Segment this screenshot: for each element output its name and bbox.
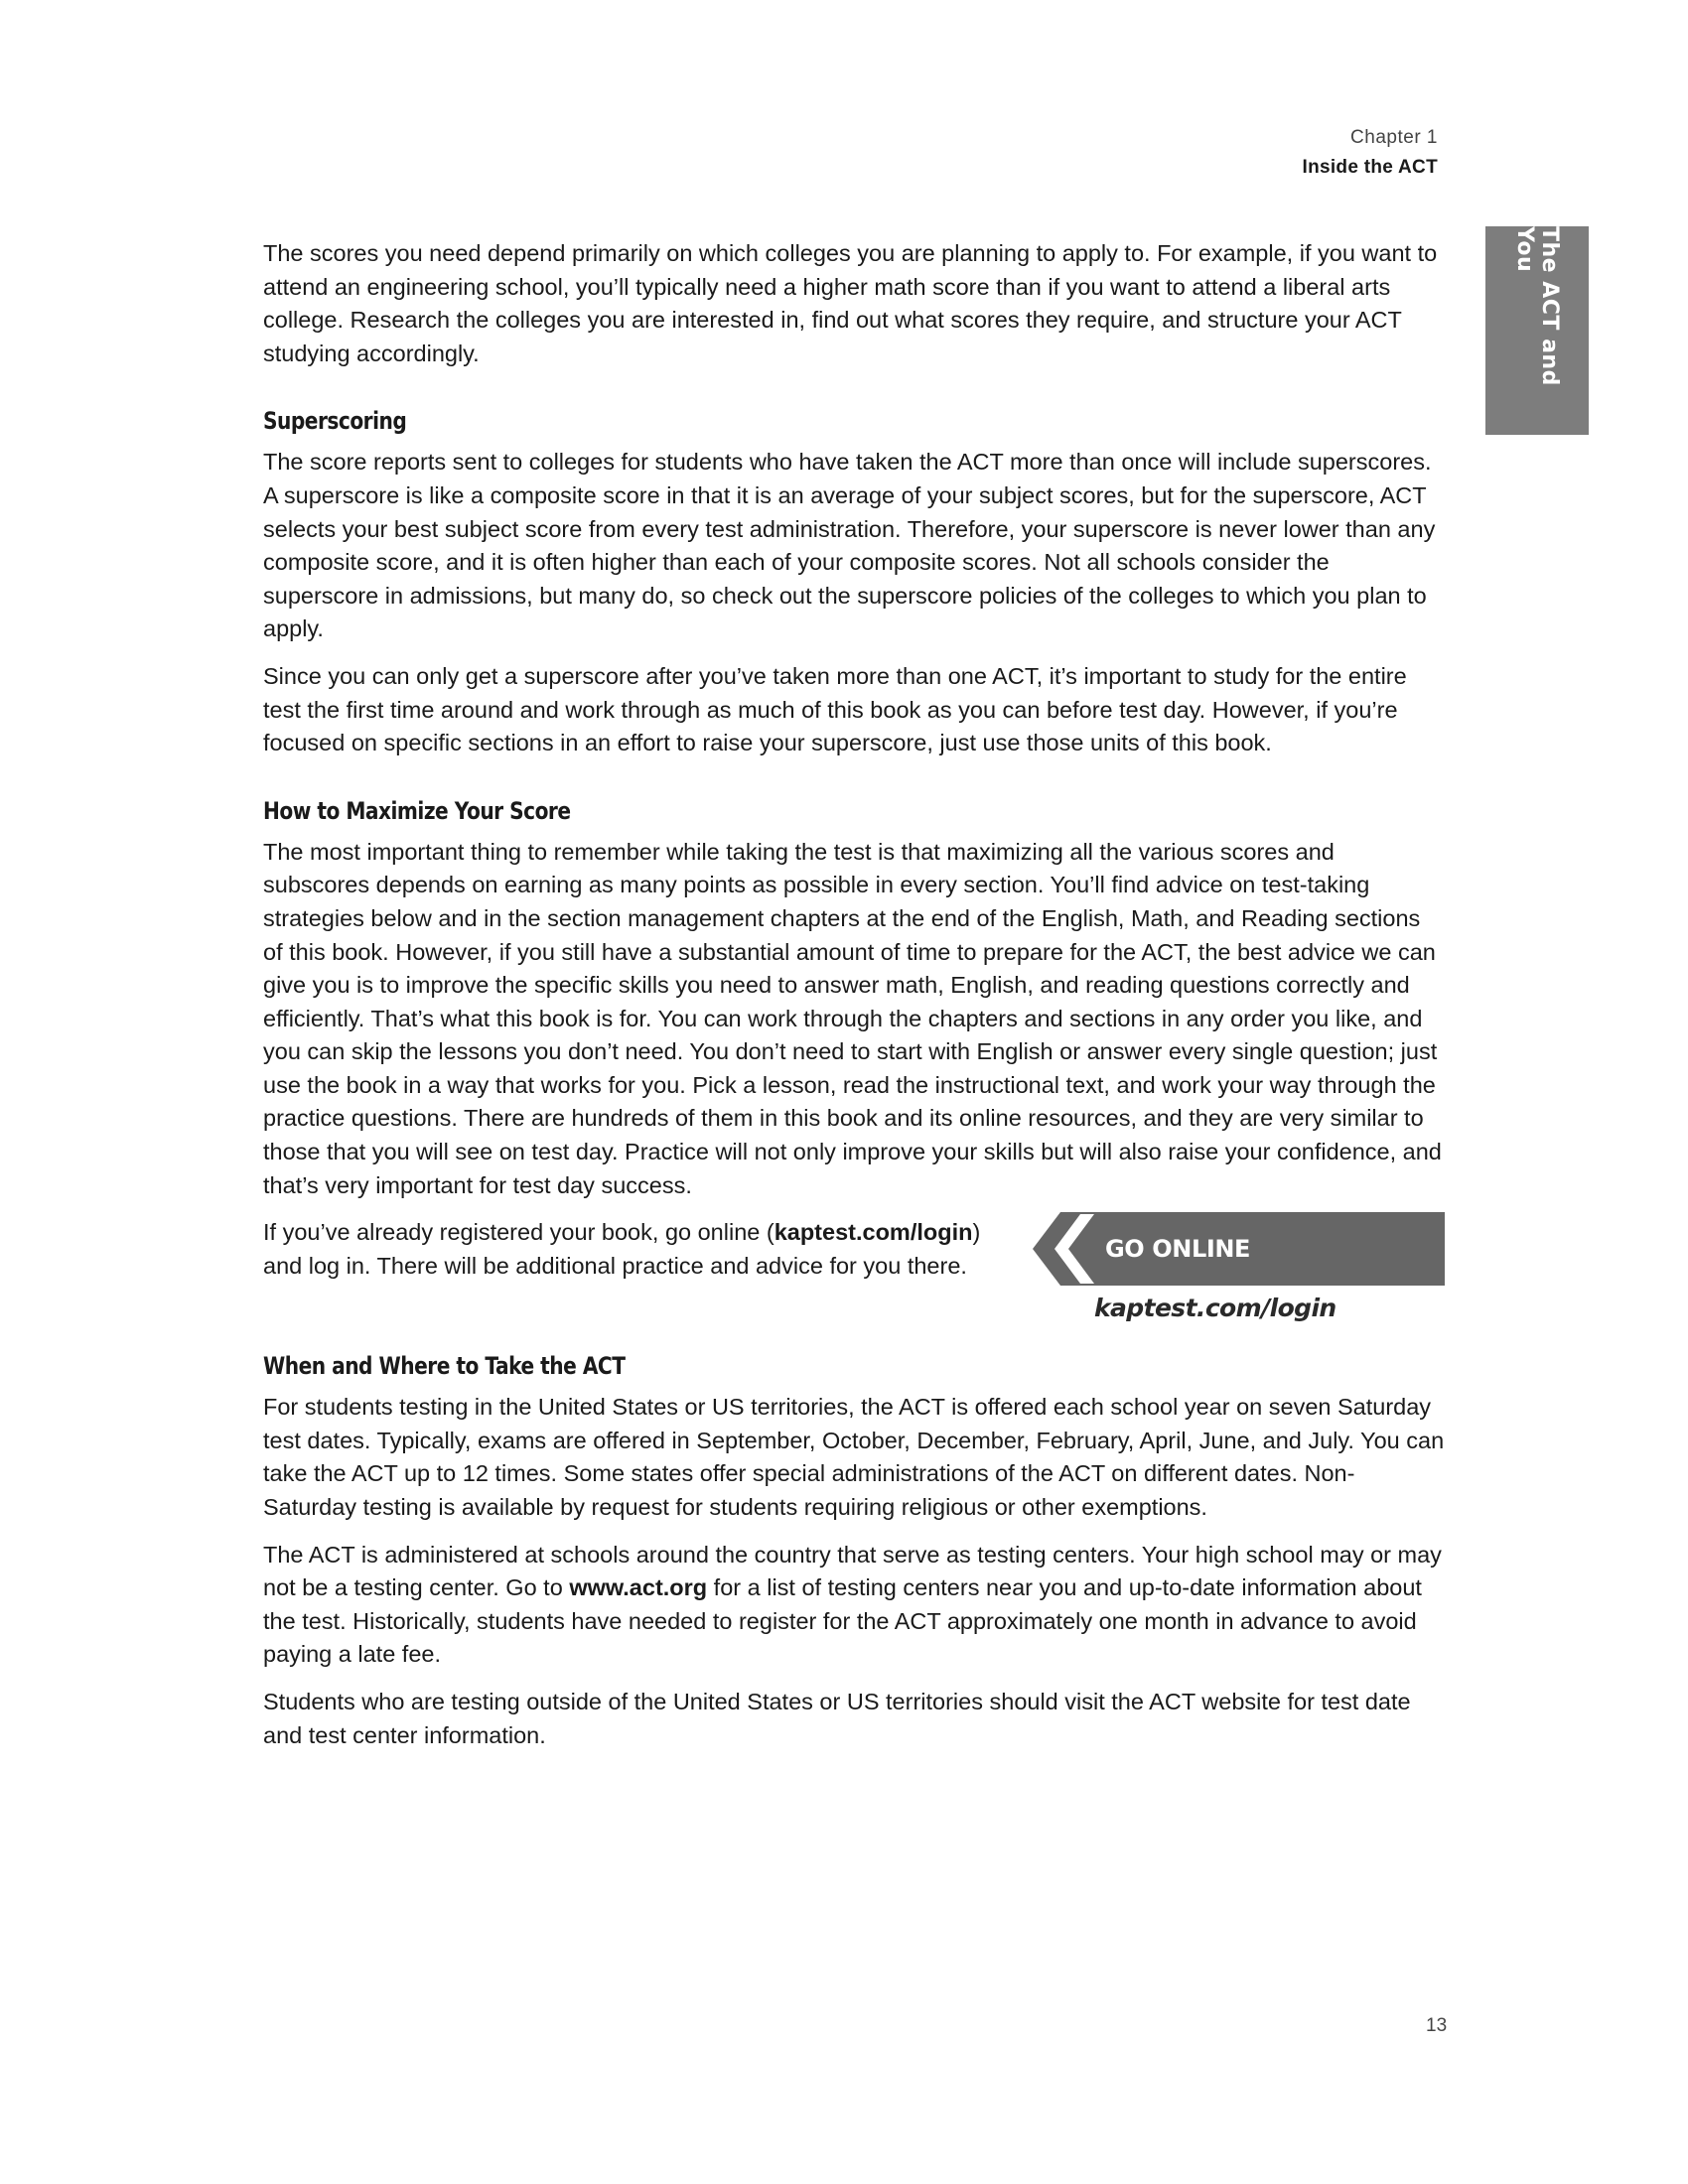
when-where-heading: When and Where to Take the ACT: [263, 1352, 626, 1381]
side-tab-label: The ACT and You: [1512, 226, 1562, 386]
online-text-post: ) and log in. There will be additional practice and advice for you there.: [263, 1219, 981, 1279]
chapter-label: Chapter 1: [1350, 127, 1438, 148]
when-where-p2-pre: The ACT is administered at schools around the country that serve as testing centers. Your high school may or may not be a testing center. Go to: [263, 1541, 1442, 1601]
intro-paragraph: The scores you need depend primarily on which colleges you are planning to apply to. For example, if you want to attend an engineering school, you’ll typically need a higher math score than if you want to attend a liberal arts college. Research the colleges you are interested in, find out what scores they require, and structure your ACT studying accordingly.: [263, 240, 1438, 366]
section-side-tab: [1485, 226, 1589, 435]
page-number: 13: [1426, 2015, 1448, 2036]
go-online-label: GO ONLINE: [1105, 1235, 1251, 1264]
maximize-paragraph: The most important thing to remember while taking the test is that maximizing all the various scores and subscores depends on earning as many points as possible in every section. You’ll find advice on test-taking strategies below and in the section management chapters at the end of the English, Math, and Reading sections of this book. However, if you still have a substantial amount of time to prepare for the ACT, the best advice we can give you is to improve the specific skills you need to answer math, English, and reading questions correctly and efficiently. That’s what this book is for. You can work through the chapters and sections in any order you like, and you can skip the lessons you don’t need. You don’t need to start with English or answer every single question; just use the book in a way that works for you. Pick a lesson, read the instructional text, and work your way through the practice questions. There are hundreds of them in this book and its online resources, and they are very similar to those that you will see on test day. Practice will not only improve your skills but will also raise your confidence, and that’s very important for test day success.: [263, 838, 1442, 1198]
when-where-paragraph-1: For students testing in the United States or US territories, the ACT is offered each school year on seven Saturday test dates. Typically, exams are offered in September, October, December, February, April, June, and July. You can take the ACT up to 12 times. Some states offer special administrations of the ACT on different dates. Non-Saturday testing is available by request for students requiring religious or other exemptions.: [263, 1394, 1445, 1521]
superscoring-paragraph-1: The score reports sent to colleges for students who have taken the ACT more than once will include superscores. A superscore is like a composite score in that it is an average of your subject scores, but for the superscore, ACT selects your best subject score from every test administration. Therefore, your superscore is never lower than any composite score, and it is often higher than each of your composite scores. Not all schools consider the superscore in admissions, but many do, so check out the superscore policies of the colleges to which you plan to apply.: [263, 449, 1436, 642]
when-where-p2-post: for a list of testing centers near you and up-to-date information about the test. Historically, students have needed to register for the ACT approximately one month in advance to avoid paying a late fee.: [263, 1574, 1422, 1668]
go-online-callout: [1033, 1212, 1445, 1323]
maximize-heading: How to Maximize Your Score: [263, 796, 571, 825]
superscoring-paragraph-2: Since you can only get a superscore after you’ve taken more than one ACT, it’s important to study for the entire test the first time around and work through as much of this book as you can before test day. However, if you’re focused on specific sections in an effort to raise your superscore, just use those units of this book.: [263, 662, 1407, 756]
online-text-pre: If you’ve already registered your book, go online (: [263, 1219, 774, 1246]
online-link[interactable]: kaptest.com/login: [774, 1219, 973, 1246]
superscoring-heading: Superscoring: [263, 407, 407, 436]
online-paragraph: [263, 1216, 1018, 1283]
go-online-block: [263, 1216, 1445, 1323]
act-website-link[interactable]: www.act.org: [569, 1574, 708, 1601]
chapter-title: Inside the ACT: [1302, 157, 1438, 178]
go-online-url[interactable]: kaptest.com/login: [1094, 1294, 1336, 1323]
when-where-paragraph-3: Students who are testing outside of the United States or US territories should visit the ACT website for test date and test center information.: [263, 1689, 1411, 1748]
page-body: [263, 237, 1445, 1766]
when-where-paragraph-2: [263, 1539, 1445, 1672]
running-head: [1302, 123, 1438, 183]
